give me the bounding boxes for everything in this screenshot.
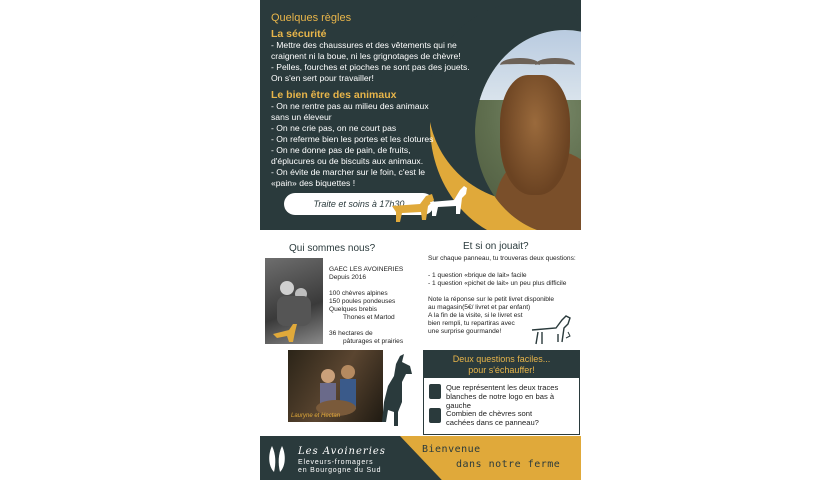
question-2-line: Combien de chèvres sont <box>446 409 533 418</box>
brand-name: Les Avoineries <box>298 446 386 457</box>
goat-sketch-icon <box>528 312 578 350</box>
photo-caption: Lauryne et Hectan <box>291 413 341 419</box>
security-title: La sécurité <box>271 28 327 40</box>
animals-line: «pain» des biquettes ! <box>271 178 356 188</box>
goats-silhouette-icon <box>390 184 470 230</box>
game-line: une surprise gourmande! <box>428 328 502 335</box>
hoof-prints-logo-icon <box>266 442 294 476</box>
rules-panel <box>260 0 581 230</box>
animals-line: - On referme bien les portes et les clotures <box>271 134 434 144</box>
question-1-line: blanches de notre logo en bas à gauche <box>446 392 555 410</box>
about-line: 150 poules pondeuses <box>329 298 396 305</box>
game-line: bien rempli, tu repartiras avec <box>428 320 515 327</box>
questions-title-line: pour s'échauffer! <box>468 365 535 375</box>
about-line: 36 hectares de <box>329 330 373 337</box>
animals-line: - On ne crie pas, on ne court pas <box>271 123 397 133</box>
animals-line: sans un éleveur <box>271 112 332 122</box>
game-line: au magasin(5€/ livret et par enfant) <box>428 304 531 311</box>
game-line: Note la réponse sur le petit livret disponible <box>428 296 555 303</box>
about-line: Quelques brebis <box>329 306 378 313</box>
question-2 <box>446 409 539 427</box>
security-line: On s'en sert pour travailler! <box>271 73 374 83</box>
animals-title: Le bien être des animaux <box>271 89 397 101</box>
about-line: Thones et Martod <box>343 314 395 321</box>
security-line: - Pelles, fourches et pioches ne sont pas des jouets. <box>271 62 470 72</box>
questions-title-line: Deux questions faciles... <box>452 354 551 364</box>
about-title: Qui sommes nous? <box>289 243 376 254</box>
question-1-line: Que représentent les deux traces <box>446 383 559 392</box>
family-photo <box>265 258 323 344</box>
questions-box <box>423 350 580 435</box>
game-line: - 1 question «pichet de lait» un peu plus difficile <box>428 280 567 287</box>
about-line: 100 chèvres alpines <box>329 290 388 297</box>
footer <box>260 436 581 480</box>
brand-subtitle: en Bourgogne du Sud <box>298 467 382 474</box>
goat-outline-icon <box>380 352 416 428</box>
welcome-line: dans notre ferme <box>456 459 561 470</box>
game-line: Sur chaque panneau, tu trouveras deux questions: <box>428 255 576 262</box>
kids-with-goat-photo <box>288 350 383 422</box>
rules-title: Quelques règles <box>271 12 352 24</box>
animals-line: - On évite de marcher sur le foin, c'est le <box>271 167 426 177</box>
game-title: Et si on jouait? <box>463 241 529 252</box>
about-line: Depuis 2016 <box>329 274 367 281</box>
question-1 <box>446 383 579 410</box>
farm-poster <box>260 0 581 480</box>
game-line: A la fin de la visite, si le livret est <box>428 312 523 319</box>
footer-gold-band <box>400 436 581 480</box>
welcome-line: Bienvenue <box>422 444 481 455</box>
animals-line: - On ne donne pas de pain, de fruits, <box>271 145 411 155</box>
milk-pitcher-icon <box>429 384 441 399</box>
security-line: - Mettre des chaussures et des vêtements qui ne <box>271 40 457 50</box>
brand-subtitle: Eleveurs-fromagers <box>298 459 374 466</box>
animals-line: - On ne rentre pas au milieu des animaux <box>271 101 429 111</box>
milking-time-label: Traite et soins à 17h30 <box>284 193 434 215</box>
about-line: pâturages et prairies <box>343 338 404 345</box>
milk-carton-icon <box>429 408 441 423</box>
security-line: craignent ni la boue, ni les grignotages de chèvre! <box>271 51 461 61</box>
questions-header <box>424 351 579 378</box>
question-2-line: cachées dans ce panneau? <box>446 418 539 427</box>
about-line: GAEC LES AVOINERIES <box>329 266 404 273</box>
animals-line: d'éplucures ou de biscuits aux animaux. <box>271 156 424 166</box>
game-line: - 1 question «brique de lait» facile <box>428 272 527 279</box>
